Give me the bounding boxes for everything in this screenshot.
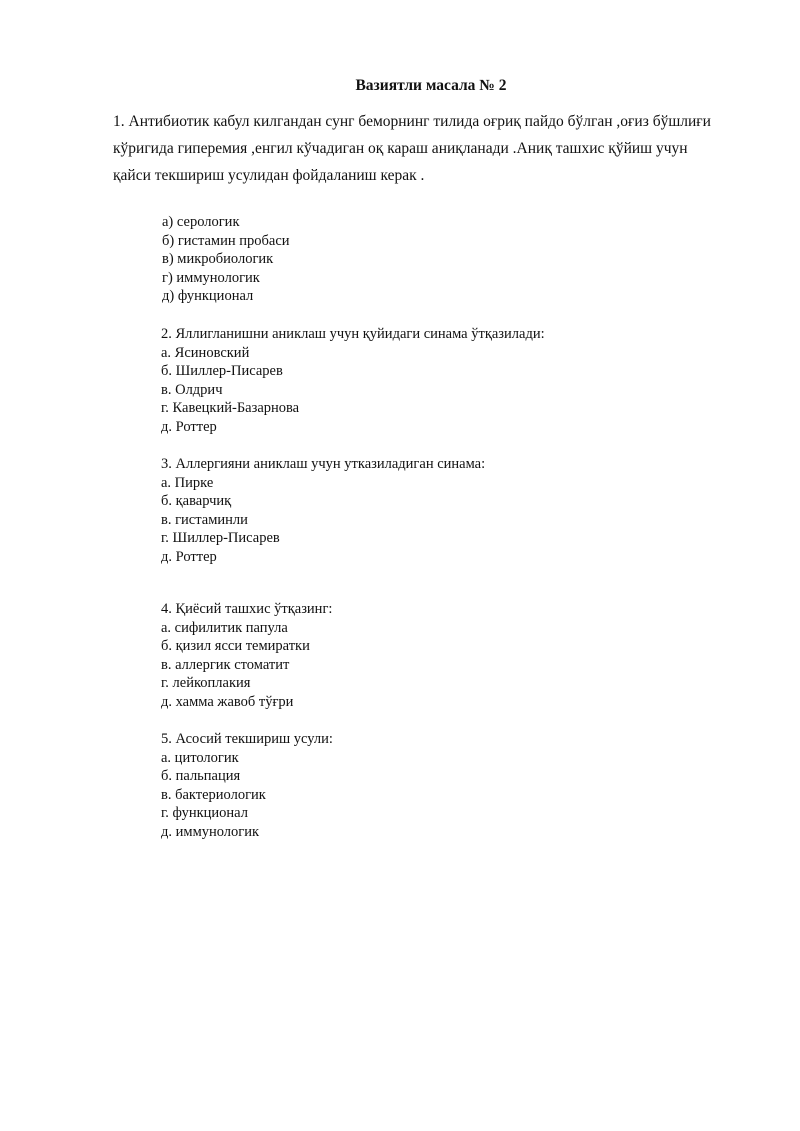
question-4-block — [161, 600, 332, 712]
answer-option: б. пальпация — [161, 768, 241, 785]
answer-option: д) функционал — [162, 288, 254, 304]
question-1-line: 1. Антибиотик кабул килгандан сунг беморнинг тилида оғриқ пайдо бўлган ,оғиз бўшлиғи — [113, 113, 711, 130]
answer-option: в. аллергик стоматит — [161, 656, 290, 673]
answer-option: б. Шиллер-Писарев — [161, 363, 283, 380]
answer-option: д. Роттер — [161, 418, 217, 435]
answer-option: г. функционал — [161, 805, 248, 822]
answer-option: д. иммунологик — [161, 823, 260, 840]
question-5-block — [161, 730, 333, 842]
question-2-text: 2. Яллигланишни аниклаш учун қуйидаги синама ўтқазилади: — [161, 326, 545, 342]
question-1-line: қайси текшириш усулидан фойдаланиш керак . — [113, 167, 425, 184]
answer-option: б) гистамин пробаси — [162, 232, 290, 249]
answer-option: в. Олдрич — [161, 381, 223, 398]
answer-option: а. Пирке — [161, 474, 214, 491]
answer-option: г. лейкоплакия — [161, 675, 251, 692]
document-title: Вазиятли масала № 2 — [355, 77, 507, 94]
question-3-block — [161, 455, 485, 567]
answer-option: а. цитологик — [161, 749, 239, 766]
question-1-line: кўригида гиперемия ,енгил кўчадиган оқ караш аниқланади .Аниқ ташхис қўйиш учун — [113, 140, 688, 157]
question-1-options — [162, 213, 290, 306]
answer-option: г) иммунологик — [162, 269, 260, 286]
answer-option: д. Роттер — [161, 548, 217, 565]
answer-option: д. хамма жавоб тўғри — [161, 693, 294, 710]
answer-option: а. Ясиновский — [161, 344, 250, 361]
question-2-block — [161, 325, 545, 437]
question-4-text: 4. Қиёсий ташхис ўтқазинг: — [161, 601, 333, 617]
question-3-text: 3. Аллергияни аниклаш учун утказиладиган синама: — [161, 456, 486, 472]
answer-option: а. сифилитик папула — [161, 619, 288, 636]
answer-option: б. қаварчиқ — [161, 493, 232, 510]
question-5-text: 5. Асосий текшириш усули: — [161, 731, 333, 747]
answer-option: в. бактериологик — [161, 786, 266, 803]
answer-option: а) серологик — [162, 214, 240, 230]
answer-option: в) микробиологик — [162, 251, 274, 267]
answer-option: в. гистаминли — [161, 511, 248, 528]
answer-option: г. Шиллер-Писарев — [161, 530, 280, 547]
answer-option: б. қизил ясси темиратки — [161, 638, 310, 655]
answer-option: г. Кавецкий-Базарнова — [161, 400, 300, 417]
question-1-text — [113, 108, 763, 189]
